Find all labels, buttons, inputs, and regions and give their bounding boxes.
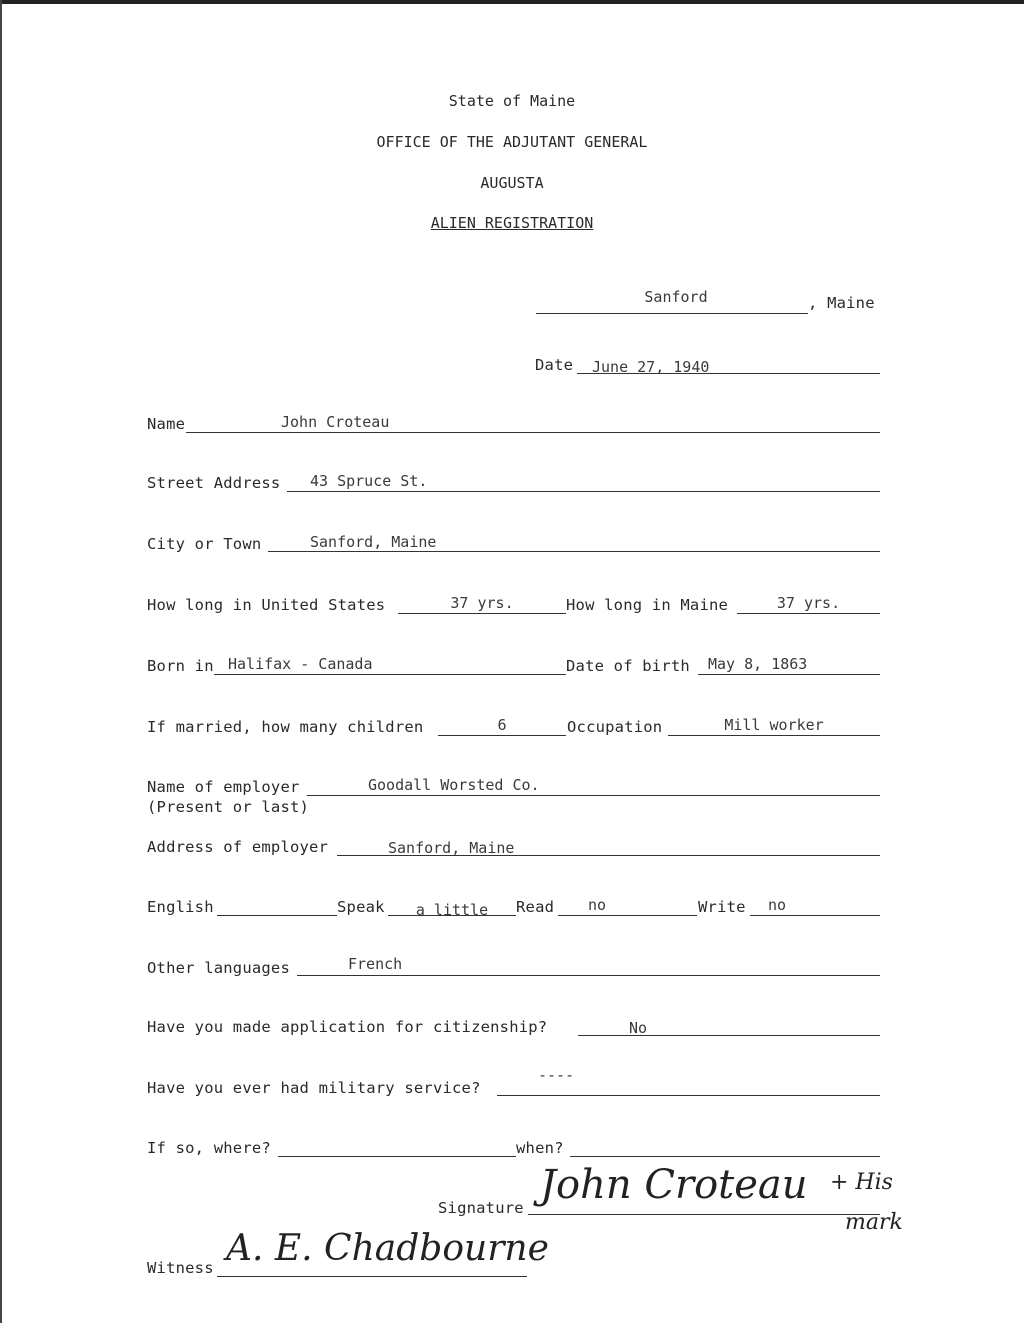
military-value: ---- — [538, 1066, 575, 1084]
read-value: no — [588, 896, 607, 914]
us-duration-line — [398, 613, 566, 614]
name-label: Name — [147, 415, 186, 433]
speak-label: Speak — [337, 898, 385, 916]
us-duration-label: How long in United States — [147, 596, 386, 614]
maine-duration-value: 37 yrs. — [776, 594, 841, 612]
header-city: AUGUSTA — [480, 174, 544, 192]
scan-edge-left — [0, 0, 2, 1323]
signature-mark-note: + His — [830, 1170, 893, 1195]
where-label: If so, where? — [147, 1139, 271, 1157]
employer-address-value: Sanford, Maine — [388, 839, 515, 857]
write-value: no — [768, 896, 787, 914]
header-title: ALIEN REGISTRATION — [430, 214, 594, 232]
date-label: Date — [535, 356, 574, 374]
children-value: 6 — [497, 716, 507, 734]
street-line — [287, 491, 880, 492]
signature-label: Signature — [438, 1199, 524, 1217]
occupation-label: Occupation — [567, 718, 663, 736]
citizenship-value: No — [628, 1019, 648, 1037]
place-value: Sanford — [644, 288, 708, 306]
occupation-line — [668, 735, 880, 736]
read-line — [558, 915, 697, 916]
signature-handwriting: John Croteau — [540, 1162, 808, 1208]
street-label: Street Address — [147, 474, 281, 492]
signature-mark-note-2: mark — [845, 1210, 903, 1235]
date-line — [577, 373, 880, 374]
birthplace-line — [214, 674, 566, 675]
military-line — [497, 1095, 880, 1096]
witness-label: Witness — [147, 1259, 214, 1277]
scan-edge-top — [0, 0, 1024, 4]
birthplace-label: Born in — [147, 657, 214, 675]
place-line — [536, 313, 808, 314]
english-label: English — [147, 898, 214, 916]
witness-handwriting: A. E. Chadbourne — [226, 1228, 549, 1269]
military-label: Have you ever had military service? — [147, 1079, 481, 1097]
when-label: when? — [516, 1139, 564, 1157]
date-value: June 27, 1940 — [592, 358, 710, 376]
write-line — [750, 915, 880, 916]
birthdate-label: Date of birth — [566, 657, 690, 675]
when-line — [570, 1156, 880, 1157]
read-label: Read — [516, 898, 555, 916]
maine-duration-label: How long in Maine — [566, 596, 729, 614]
children-line — [438, 735, 566, 736]
speak-value: a little — [415, 901, 489, 919]
header-state: State of Maine — [448, 92, 576, 110]
maine-duration-line — [737, 613, 880, 614]
employer-value: Goodall Worsted Co. — [368, 776, 540, 794]
languages-line — [297, 975, 880, 976]
speak-line — [388, 915, 516, 916]
employer-address-label: Address of employer — [147, 838, 329, 856]
employer-line — [307, 795, 880, 796]
citizenship-label: Have you made application for citizenship? — [147, 1018, 548, 1036]
employer-sublabel: (Present or last) — [147, 798, 310, 816]
name-value: John Croteau — [281, 413, 390, 431]
birthplace-value: Halifax - Canada — [228, 655, 373, 673]
header-office: OFFICE OF THE ADJUTANT GENERAL — [376, 133, 648, 151]
city-line — [268, 551, 880, 552]
citizenship-line — [578, 1035, 880, 1036]
city-value: Sanford, Maine — [310, 533, 437, 551]
city-label: City or Town — [147, 535, 262, 553]
children-label: If married, how many children — [147, 718, 424, 736]
where-line — [278, 1156, 516, 1157]
street-value: 43 Spruce St. — [310, 472, 428, 490]
birthdate-value: May 8, 1863 — [708, 655, 808, 673]
name-line — [186, 432, 880, 433]
english-line — [217, 915, 337, 916]
employer-address-line — [337, 855, 880, 856]
witness-line — [217, 1276, 527, 1277]
write-label: Write — [698, 898, 746, 916]
employer-label: Name of employer — [147, 778, 300, 796]
languages-value: French — [348, 955, 403, 973]
us-duration-value: 37 yrs. — [450, 594, 514, 612]
signature-line — [528, 1214, 880, 1215]
languages-label: Other languages — [147, 959, 290, 977]
place-state-label: , Maine — [808, 294, 875, 312]
occupation-value: Mill worker — [724, 716, 824, 734]
birthdate-line — [698, 674, 880, 675]
